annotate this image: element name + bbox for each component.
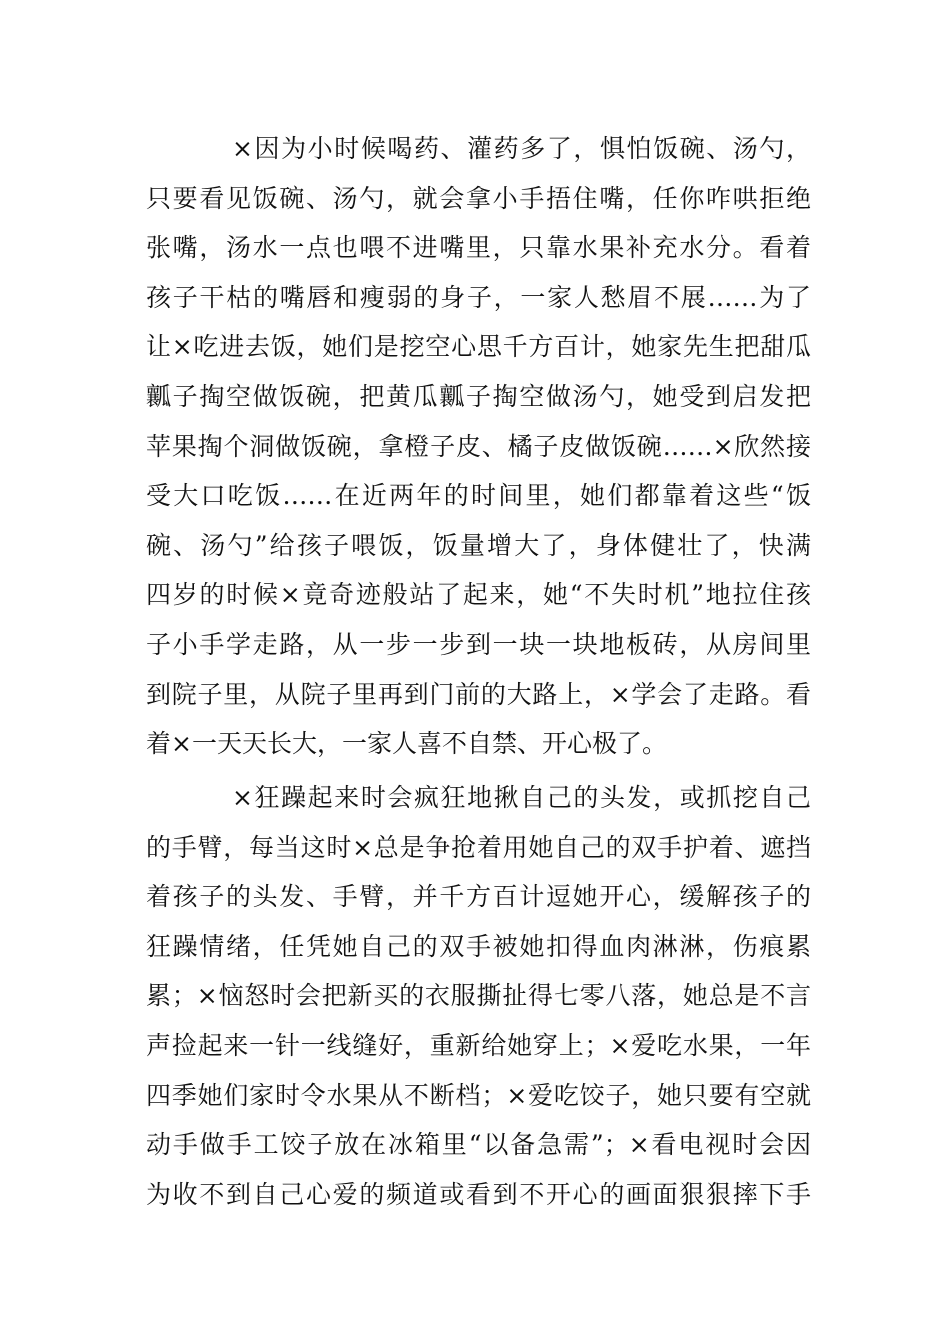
text-line: 着孩子的头发、手臂，并千方百计逗她开心，缓解孩子的 <box>146 882 811 912</box>
text-line: 声捡起来一针一线缝好，重新给她穿上；×爱吃水果，一年 <box>146 1030 811 1060</box>
text-line: 累；×恼怒时会把新买的衣服撕扯得七零八落，她总是不言 <box>146 981 811 1011</box>
text-line: 张嘴，汤水一点也喂不进嘴里，只靠水果补充水分。看着 <box>146 233 811 263</box>
text-line: 到院子里，从院子里再到门前的大路上，×学会了走路。看 <box>146 679 811 709</box>
text-line: 瓤子掏空做饭碗，把黄瓜瓤子掏空做汤勺，她受到启发把 <box>146 381 811 411</box>
text-line: 动手做手工饺子放在冰箱里“以备急需”；×看电视时会因 <box>146 1130 811 1160</box>
text-line: 只要看见饭碗、汤勺，就会拿小手捂住嘴，任你咋哄拒绝 <box>146 183 811 213</box>
text-line: 受大口吃饭……在近两年的时间里，她们都靠着这些“饭 <box>146 481 811 511</box>
text-line: 着×一天天长大，一家人喜不自禁、开心极了。 <box>146 729 667 759</box>
text-line: 子小手学走路，从一步一步到一块一块地板砖，从房间里 <box>146 629 811 659</box>
text-line: 的手臂，每当这时×总是争抢着用她自己的双手护着、遮挡 <box>146 832 811 862</box>
paragraph <box>146 124 811 769</box>
paragraph <box>146 773 811 1219</box>
text-line: 孩子干枯的嘴唇和瘦弱的身子，一家人愁眉不展……为了 <box>146 282 811 312</box>
text-line: 狂躁情绪，任凭她自己的双手被她扣得血肉淋淋，伤痕累 <box>146 931 811 961</box>
text-line: 四季她们家时令水果从不断档；×爱吃饺子，她只要有空就 <box>146 1080 811 1110</box>
text-line: 四岁的时候×竟奇迹般站了起来，她“不失时机”地拉住孩 <box>146 580 811 610</box>
text-line: 碗、汤勺”给孩子喂饭，饭量增大了，身体健壮了，快满 <box>146 530 811 560</box>
text-line: ×因为小时候喝药、灌药多了，惧怕饭碗、汤勺， <box>232 134 811 163</box>
text-line: 为收不到自己心爱的频道或看到不开心的画面狠狠摔下手 <box>146 1179 811 1209</box>
text-line: 苹果掏个洞做饭碗，拿橙子皮、橘子皮做饭碗……×欣然接 <box>146 431 811 461</box>
text-line: 让×吃进去饭，她们是挖空心思千方百计，她家先生把甜瓜 <box>146 332 811 362</box>
text-line: ×狂躁起来时会疯狂地揪自己的头发，或抓挖自己 <box>232 783 811 812</box>
